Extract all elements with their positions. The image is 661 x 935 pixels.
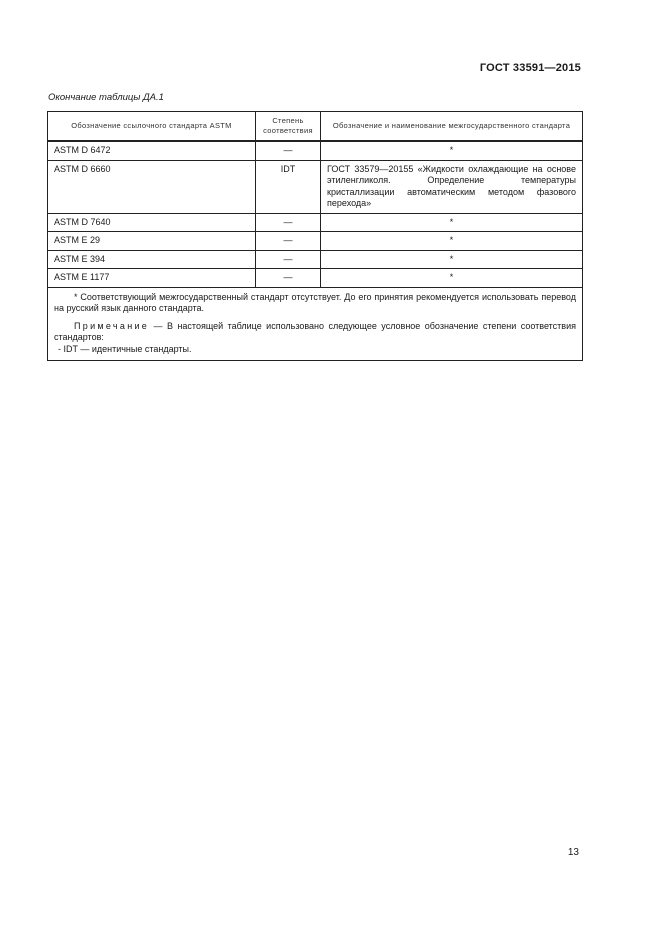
- document-code: ГОСТ 33591—2015: [479, 62, 581, 74]
- interstate-cell: ГОСТ 33579—20155 «Жидкости охлаждающие на основе этиленгликоля. Определение температуры кристаллизации автоматическим методом фазового перехода»: [321, 160, 583, 213]
- table-header-row: [48, 112, 583, 142]
- degree-cell: IDT: [256, 160, 321, 213]
- note-text: — В настоящей таблице использовано следующее условное обозначение степени соответствия стандартов:: [54, 320, 576, 342]
- ref-cell: ASTM E 29: [48, 232, 256, 251]
- standards-table: [47, 111, 583, 361]
- note-label: Примечание: [74, 320, 150, 331]
- table-row: [48, 213, 583, 232]
- table-row: [48, 160, 583, 213]
- column-header-degree: Степень соответствия: [256, 112, 321, 142]
- ref-cell: ASTM E 1177: [48, 269, 256, 288]
- ref-cell: ASTM D 6660: [48, 160, 256, 213]
- table-row: [48, 269, 583, 288]
- footnote-cell: [48, 287, 583, 361]
- degree-cell: —: [256, 213, 321, 232]
- page-number: 13: [567, 847, 579, 858]
- ref-cell: ASTM D 7640: [48, 213, 256, 232]
- interstate-cell: *: [321, 141, 583, 160]
- ref-cell: ASTM D 6472: [48, 141, 256, 160]
- column-header-interstate: Обозначение и наименование межгосударственного стандарта: [321, 112, 583, 142]
- ref-cell: ASTM E 394: [48, 250, 256, 269]
- degree-cell: —: [256, 141, 321, 160]
- table-caption: Окончание таблицы ДА.1: [48, 92, 164, 103]
- degree-cell: —: [256, 232, 321, 251]
- table-row: [48, 232, 583, 251]
- column-header-ref: Обозначение ссылочного стандарта ASTM: [48, 112, 256, 142]
- interstate-cell: *: [321, 213, 583, 232]
- interstate-cell: *: [321, 269, 583, 288]
- table-row: [48, 141, 583, 160]
- footnote-text: * Соответствующий межгосударственный стандарт отсутствует. До его принятия рекомендуется использовать перевод на русский язык данного стандарта.: [54, 291, 576, 313]
- note-item: - IDT — идентичные стандарты.: [58, 343, 192, 354]
- interstate-cell: *: [321, 232, 583, 251]
- degree-cell: —: [256, 250, 321, 269]
- note-paragraph: [54, 321, 576, 344]
- interstate-cell: *: [321, 250, 583, 269]
- degree-cell: —: [256, 269, 321, 288]
- footnote-row: [48, 287, 583, 361]
- table-row: [48, 250, 583, 269]
